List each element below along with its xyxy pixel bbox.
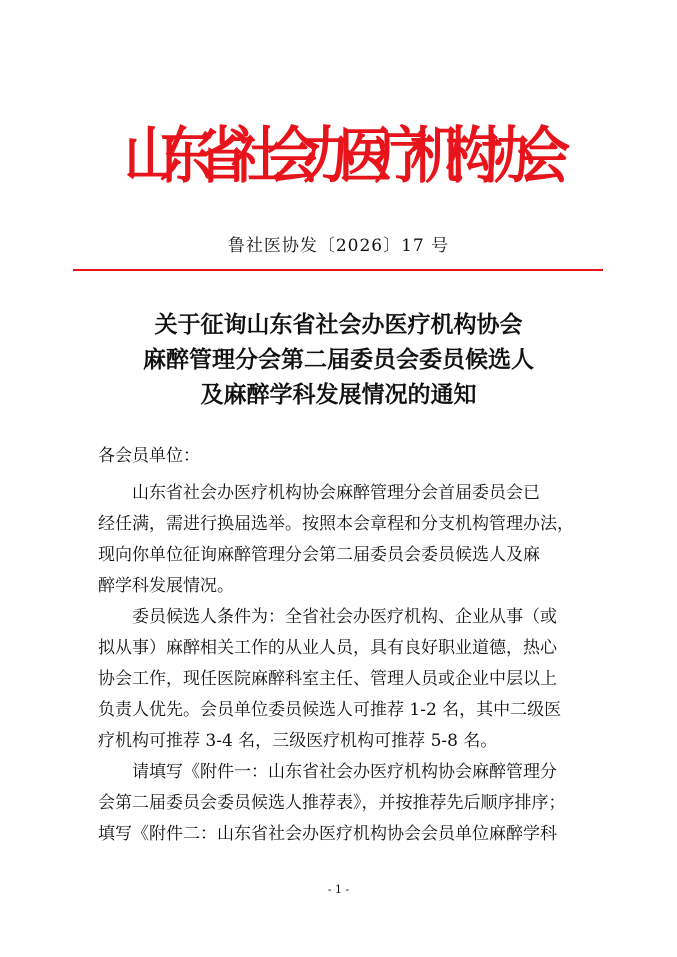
paragraph-2-line: 委员候选人条件为：全省社会办医疗机构、企业从事（或 [132,607,557,627]
paragraph-3-line: 填写《附件二：山东省社会办医疗机构协会会员单位麻醉学科 [98,824,557,844]
paragraph-3-line: 请填写《附件一：山东省社会办医疗机构协会麻醉管理分 [132,762,557,782]
document-number: 鲁社医协发〔2026〕17 号 [227,236,450,256]
paragraph-2-line: 负责人优先。会员单位委员候选人可推荐 1-2 名，其中二级医 [98,700,562,720]
paragraph-1 [98,478,582,602]
title-line-3: 及麻醉学科发展情况的通知 [200,382,477,408]
paragraph-1-line: 经任满，需进行换届选举。按照本会章程和分支机构管理办法， [98,514,574,534]
page-number: - 1 - [327,883,350,896]
organization-header: 山东省社会办医疗机构协会 [124,120,553,192]
title-line-2: 麻醉管理分会第二届委员会委员候选人 [143,347,534,373]
paragraph-2-line: 疗机构可推荐 3-4 名，三级医疗机构可推荐 5-8 名。 [98,731,498,751]
paragraph-3-line: 会第二届委员会委员候选人推荐表》，并按推荐先后顺序排序； [98,793,566,813]
salutation: 各会员单位： [98,446,200,466]
document-title [0,308,677,413]
paragraph-1-line: 醉学科发展情况。 [98,576,234,596]
red-divider-line [73,269,603,271]
paragraph-1-line: 现向你单位征询麻醉管理分会第二届委员会委员候选人及麻 [98,545,540,565]
paragraph-2-line: 拟从事）麻醉相关工作的从业人员，具有良好职业道德，热心 [98,638,557,658]
paragraph-1-line: 山东省社会办医疗机构协会麻醉管理分会首届委员会已 [132,483,540,503]
title-line-1: 关于征询山东省社会办医疗机构协会 [154,312,523,338]
paragraph-2 [98,602,582,757]
paragraph-3 [98,757,582,850]
paragraph-2-line: 协会工作，现任医院麻醉科室主任、管理人员或企业中层以上 [98,669,557,689]
